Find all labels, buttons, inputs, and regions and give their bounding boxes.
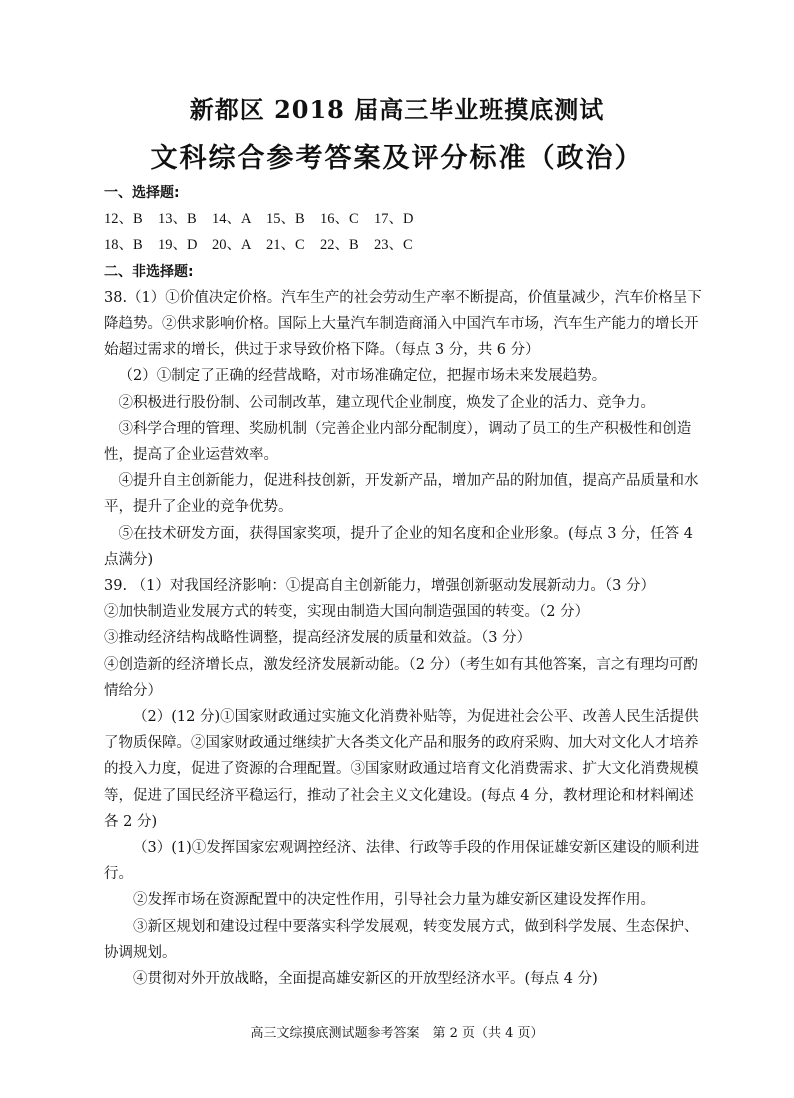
choice-answer: 18、B	[104, 237, 143, 254]
q38-point: ②积极进行股份制、公司制改革，建立现代企业制度，焕发了企业的活力、竞争力。	[118, 394, 655, 411]
page-footer: 高三文综摸底测试题参考答案 第 2 页（共 4 页）	[250, 1026, 544, 1041]
document-subtitle: 文科综合参考答案及评分标准（政治）	[150, 143, 644, 174]
choice-answer: 22、B	[320, 237, 359, 254]
choice-answers-row-1	[104, 206, 704, 232]
q39-point: ④贯彻对外开放战略，全面提高雄安新区的开放型经济水平。(每点 4 分)	[133, 971, 598, 988]
section-heading-nonchoice: 二、非选择题:	[104, 263, 194, 280]
choice-answer: 17、D	[374, 211, 414, 228]
answer-content	[104, 180, 704, 992]
choice-answer: 15、B	[266, 211, 305, 228]
q39-point: ③推动经济结构战略性调整，提高经济发展的质量和效益。（3 分）	[104, 630, 532, 647]
q38-part2: （2）①制定了正确的经营战略，对市场准确定位，把握市场未来发展趋势。	[118, 368, 607, 385]
choice-answers-row-2	[104, 232, 704, 258]
choice-answer: 12、B	[104, 211, 143, 228]
q39-point: ②加快制造业发展方式的转变，实现由制造大国向制造强国的转变。（2 分）	[104, 604, 590, 621]
q39-point: ④创造新的经济增长点，激发经济发展新动能。（2 分）（考生如有其他答案，言之有理均可酌情给分）	[104, 656, 698, 699]
q39-point: ③新区规划和建设过程中要落实科学发展观，转变发展方式，做到科学发展、生态保护、协调规划。	[104, 918, 699, 961]
choice-answer: 19、D	[158, 237, 198, 254]
choice-answer: 23、C	[374, 237, 413, 254]
document-title: 新都区 2018 届高三毕业班摸底测试	[189, 95, 605, 124]
choice-answer: 16、C	[320, 211, 359, 228]
choice-answer: 21、C	[266, 237, 305, 254]
q39-part3: （3）(1)①发挥国家宏观调控经济、法律、行政等手段的作用保证雄安新区建设的顺利进行。	[104, 840, 700, 883]
q38-part1: 38.（1）①价值决定价格。汽车生产的社会劳动生产率不断提高，价值量减少，汽车价格呈下降趋势。②供求影响价格。国际上大量汽车制造商涌入中国汽车市场，汽车生产能力的增长开始超过需求的增长，供过于求导致价格下降。（每点 3 分，共 6 分）	[104, 289, 702, 359]
choice-answer: 20、A	[212, 237, 252, 254]
q38-point: ⑤在技术研发方面，获得国家奖项，提升了企业的知名度和企业形象。(每点 3 分，任答 4 点满分)	[104, 525, 693, 568]
q39-part1: 39. （1）对我国经济影响：①提高自主创新能力，增强创新驱动发展新动力。（3 分）	[104, 578, 655, 595]
choice-answer: 14、A	[212, 211, 252, 228]
q39-point: ②发挥市场在资源配置中的决定性作用，引导社会力量为雄安新区建设发挥作用。	[133, 892, 655, 909]
q39-part2: （2）(12 分)①国家财政通过实施文化消费补贴等，为促进社会公平、改善人民生活提供了物质保障。②国家财政通过继续扩大各类文化产品和服务的政府采购、加大对文化人才培养的投入力度，促进了资源的合理配置。③国家财政通过培育文化消费需求、扩大文化消费规模等，促进了国民经济平稳运行，推动了社会主义文化建设。(每点 4 分，教材理论和材料阐述各 2 分)	[104, 709, 699, 830]
section-heading-choice: 一、选择题:	[104, 185, 180, 201]
q38-point: ③科学合理的管理、奖励机制（完善企业内部分配制度），调动了员工的生产积极性和创造性，提高了企业运营效率。	[104, 420, 692, 464]
choice-answer: 13、B	[158, 211, 197, 228]
q38-point: ④提升自主创新能力，促进科技创新，开发新产品，增加产品的附加值，提高产品质量和水平，提升了企业的竞争优势。	[104, 473, 699, 516]
